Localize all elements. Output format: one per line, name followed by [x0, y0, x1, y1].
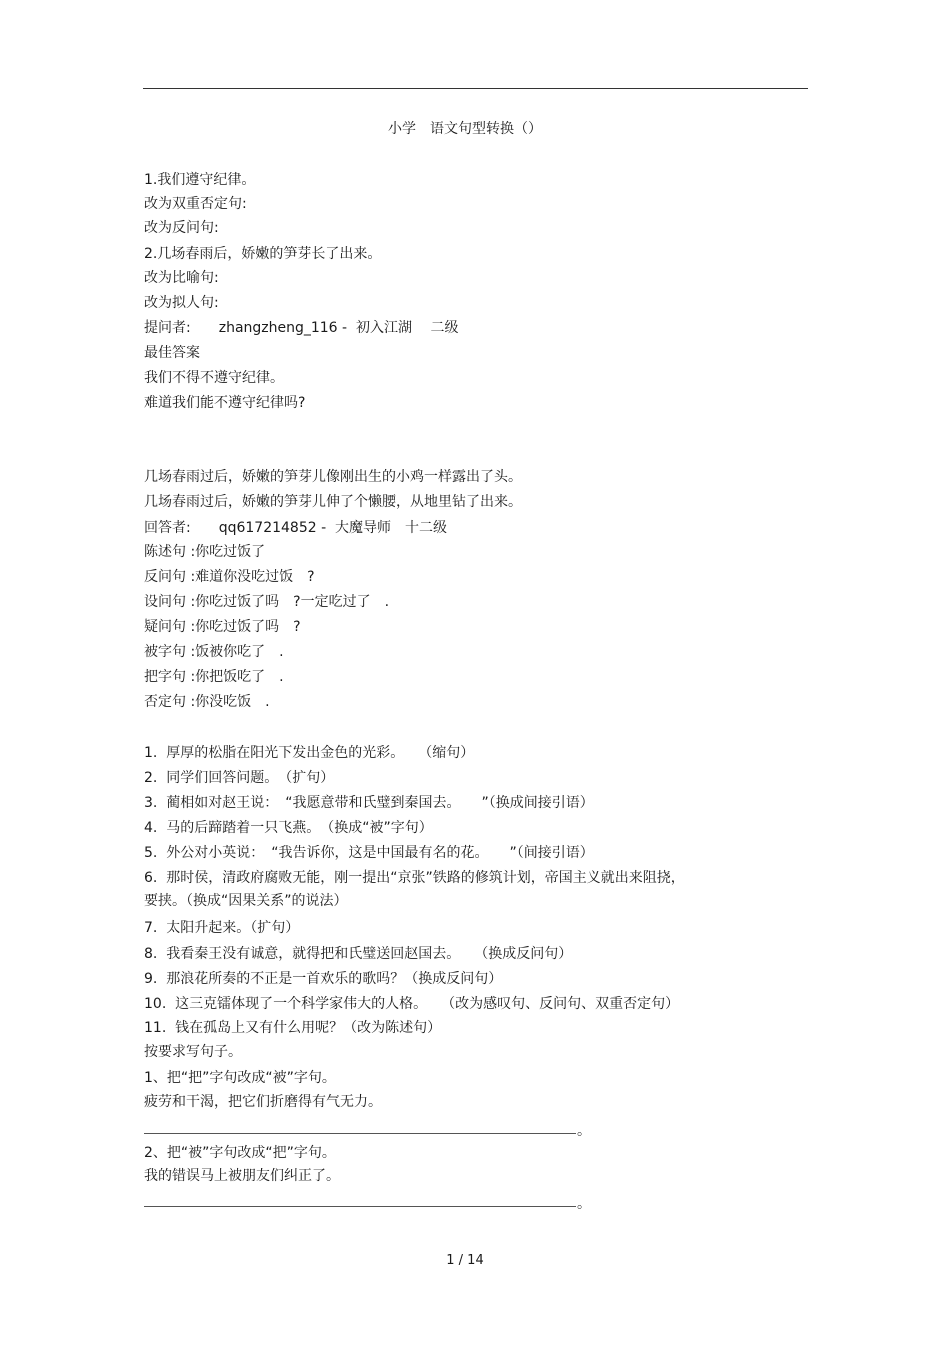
text-line: 2.几场春雨后，娇嫩的笋芽长了出来。: [144, 246, 382, 262]
text-line: 疑问句 :你吃过饭了吗 ?: [144, 619, 301, 635]
exercise-item: 2、把“被”字句改成“把”字句。: [144, 1145, 336, 1161]
exercise-item-continued: 要挟。（换成“因果关系”的说法）: [144, 893, 348, 909]
text-line: 改为比喻句:: [144, 270, 219, 286]
best-answer-label: 最佳答案: [144, 345, 200, 361]
text-line: 把字句 :你把饭吃了 .: [144, 669, 284, 685]
exercise-item: 10. 这三克镭体现了一个科学家伟大的人格。 （改为感叹句、反问句、双重否定句）: [144, 996, 680, 1012]
answerer-line: 回答者: qq617214852 - 大魔导师 十二级: [144, 520, 448, 536]
answer-blank-line: [144, 1206, 576, 1207]
document-title: 小学 语文句型转换（）: [388, 121, 542, 137]
exercise-item: 1. 厚厚的松脂在阳光下发出金色的光彩。 （缩句）: [144, 745, 475, 761]
asker-line: 提问者: zhangzheng_116 - 初入江湖 二级: [144, 320, 459, 336]
text-line: 我们不得不遵守纪律。: [144, 370, 284, 386]
text-line: 改为拟人句:: [144, 295, 219, 311]
text-line: 我的错误马上被朋友们纠正了。: [144, 1168, 340, 1184]
text-line: 陈述句 :你吃过饭了: [144, 544, 266, 560]
exercise-item: 1、把“把”字句改成“被”字句。: [144, 1070, 336, 1086]
text-line: 难道我们能不遵守纪律吗?: [144, 395, 306, 411]
section-heading: 按要求写句子。: [144, 1044, 242, 1060]
exercise-item: 4. 马的后蹄踏着一只飞燕。 （换成“被”字句）: [144, 820, 433, 836]
exercise-item: 2. 同学们回答问题。 （扩句）: [144, 770, 335, 786]
text-line: 几场春雨过后，娇嫩的笋芽儿伸了个懒腰，从地里钻了出来。: [144, 494, 522, 510]
answer-blank-end: 。: [577, 1196, 591, 1212]
text-line: 1.我们遵守纪律。: [144, 172, 256, 188]
exercise-item: 7. 太阳升起来。（扩句）: [144, 920, 300, 936]
text-line: 改为反问句:: [144, 220, 219, 236]
text-line: 疲劳和干渴，把它们折磨得有气无力。: [144, 1094, 382, 1110]
text-line: 反问句 :难道你没吃过饭 ?: [144, 569, 315, 585]
answer-blank-line: [144, 1133, 576, 1134]
exercise-item: 3. 蔺相如对赵王说： “我愿意带和氏璧到秦国去。 ”（换成间接引语）: [144, 795, 594, 811]
exercise-item: 11. 钱在孤岛上又有什么用呢？（改为陈述句）: [144, 1020, 442, 1036]
exercise-item: 5. 外公对小英说： “我告诉你，这是中国最有名的花。 ”（间接引语）: [144, 845, 594, 861]
answer-blank-end: 。: [577, 1123, 591, 1139]
text-line: 否定句 :你没吃饭 .: [144, 694, 270, 710]
text-line: 改为双重否定句:: [144, 196, 247, 212]
exercise-item: 6. 那时侯，清政府腐败无能，刚一提出“京张”铁路的修筑计划，帝国主义就出来阻挠，: [144, 870, 685, 886]
text-line: 设问句 :你吃过饭了吗 ?一定吃过了 .: [144, 594, 390, 610]
text-line: 几场春雨过后，娇嫩的笋芽儿像刚出生的小鸡一样露出了头。: [144, 469, 522, 485]
text-line: 被字句 :饭被你吃了 .: [144, 644, 284, 660]
exercise-item: 8. 我看秦王没有诚意，就得把和氏璧送回赵国去。 （换成反问句）: [144, 946, 573, 962]
header-rule: [143, 88, 808, 89]
page-number: 1 / 14: [446, 1253, 484, 1268]
exercise-item: 9. 那浪花所奏的不正是一首欢乐的歌吗？（换成反问句）: [144, 971, 503, 987]
